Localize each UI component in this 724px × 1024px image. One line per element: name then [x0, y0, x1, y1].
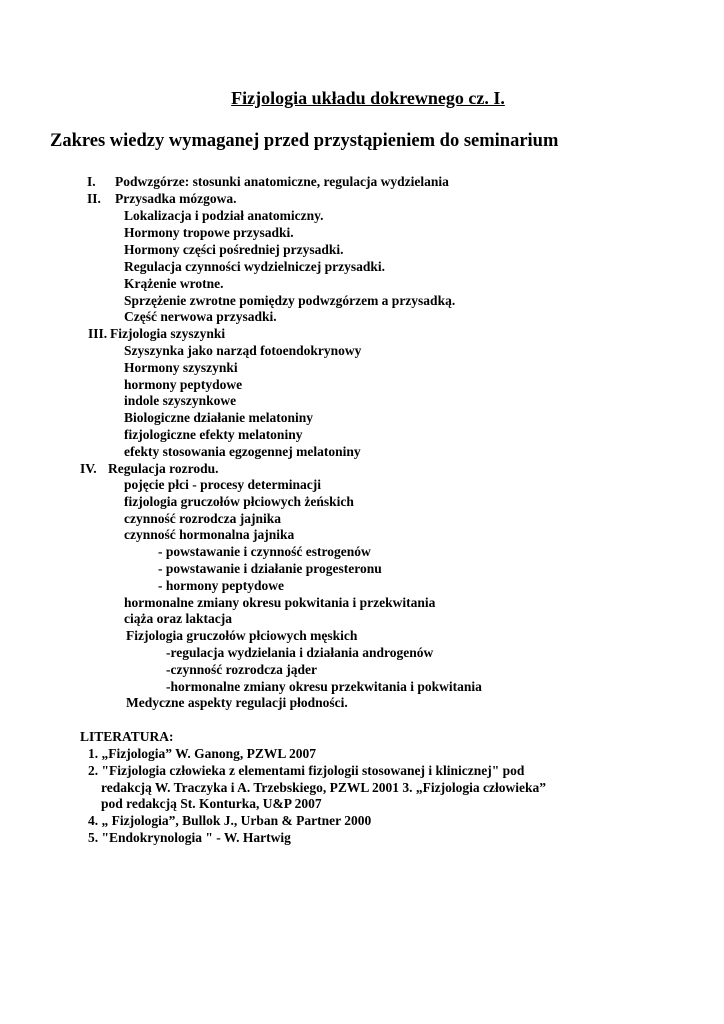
section-label: Regulacja rozrodu. — [108, 461, 219, 476]
list-item: Hormony części pośredniej przysadki. — [124, 242, 344, 257]
section-label: Fizjologia szyszynki — [110, 326, 226, 341]
literature-heading: LITERATURA: — [80, 729, 174, 744]
list-item: fizjologiczne efekty melatoniny — [124, 427, 303, 442]
list-subitem: -hormonalne zmiany okresu przekwitania i pokwitania — [166, 679, 482, 694]
list-subitem: -regulacja wydzielania i działania androgenów — [166, 645, 434, 660]
list-subitem: - powstawanie i czynność estrogenów — [158, 544, 371, 559]
section-number: I. — [87, 174, 96, 189]
list-item: Hormony szyszynki — [124, 360, 238, 375]
list-item: Część nerwowa przysadki. — [124, 309, 277, 324]
section-1 — [87, 174, 449, 190]
section-number: IV. — [80, 461, 97, 476]
list-item: Medyczne aspekty regulacji płodności. — [126, 695, 348, 710]
list-subitem: - powstawanie i działanie progesteronu — [158, 561, 382, 576]
literature-line: 5. "Endokrynologia " - W. Hartwig — [88, 830, 291, 845]
section-3 — [88, 326, 225, 342]
list-item: Lokalizacja i podział anatomiczny. — [124, 208, 324, 223]
list-item: fizjologia gruczołów płciowych żeńskich — [124, 494, 354, 509]
list-item: hormonalne zmiany okresu pokwitania i przekwitania — [124, 595, 436, 610]
literature-line: 2. "Fizjologia człowieka z elementami fizjologii stosowanej i klinicznej" pod — [88, 763, 525, 778]
document-subtitle: Zakres wiedzy wymaganej przed przystąpieniem do seminarium — [50, 131, 559, 151]
document-title: Fizjologia układu dokrewnego cz. I. — [231, 88, 505, 108]
list-subitem: -czynność rozrodcza jąder — [166, 662, 317, 677]
section-2 — [87, 191, 237, 207]
list-item: indole szyszynkowe — [124, 393, 237, 408]
list-item: Szyszynka jako narząd fotoendokrynowy — [124, 343, 362, 358]
list-item: Fizjologia gruczołów płciowych męskich — [126, 628, 358, 643]
list-item: pojęcie płci - procesy determinacji — [124, 477, 321, 492]
list-item: efekty stosowania egzogennej melatoniny — [124, 444, 361, 459]
list-item: Sprzężenie zwrotne pomiędzy podwzgórzem a przysadką. — [124, 293, 456, 308]
literature-line: 1. „Fizjologia” W. Ganong, PZWL 2007 — [88, 746, 317, 761]
section-label: Podwzgórze: stosunki anatomiczne, regulacja wydzielania — [115, 174, 449, 189]
list-item: Biologiczne działanie melatoniny — [124, 410, 313, 425]
literature-line: pod redakcją St. Konturka, U&P 2007 — [101, 796, 322, 811]
section-number: III. — [88, 326, 108, 341]
literature-line: redakcją W. Traczyka i A. Trzebskiego, PZWL 2001 3. „Fizjologia człowieka” — [101, 780, 546, 795]
list-item: ciąża oraz laktacja — [124, 611, 232, 626]
section-4 — [80, 461, 219, 477]
section-number: II. — [87, 191, 101, 206]
list-item: Hormony tropowe przysadki. — [124, 225, 294, 240]
list-item: hormony peptydowe — [124, 377, 243, 392]
section-label: Przysadka mózgowa. — [115, 191, 237, 206]
list-item: Krążenie wrotne. — [124, 276, 224, 291]
list-item: czynność rozrodcza jajnika — [124, 511, 281, 526]
list-subitem: - hormony peptydowe — [158, 578, 285, 593]
literature-line: 4. „ Fizjologia”, Bullok J., Urban & Partner 2000 — [88, 813, 372, 828]
list-item: czynność hormonalna jajnika — [124, 527, 295, 542]
list-item: Regulacja czynności wydzielniczej przysadki. — [124, 259, 385, 274]
